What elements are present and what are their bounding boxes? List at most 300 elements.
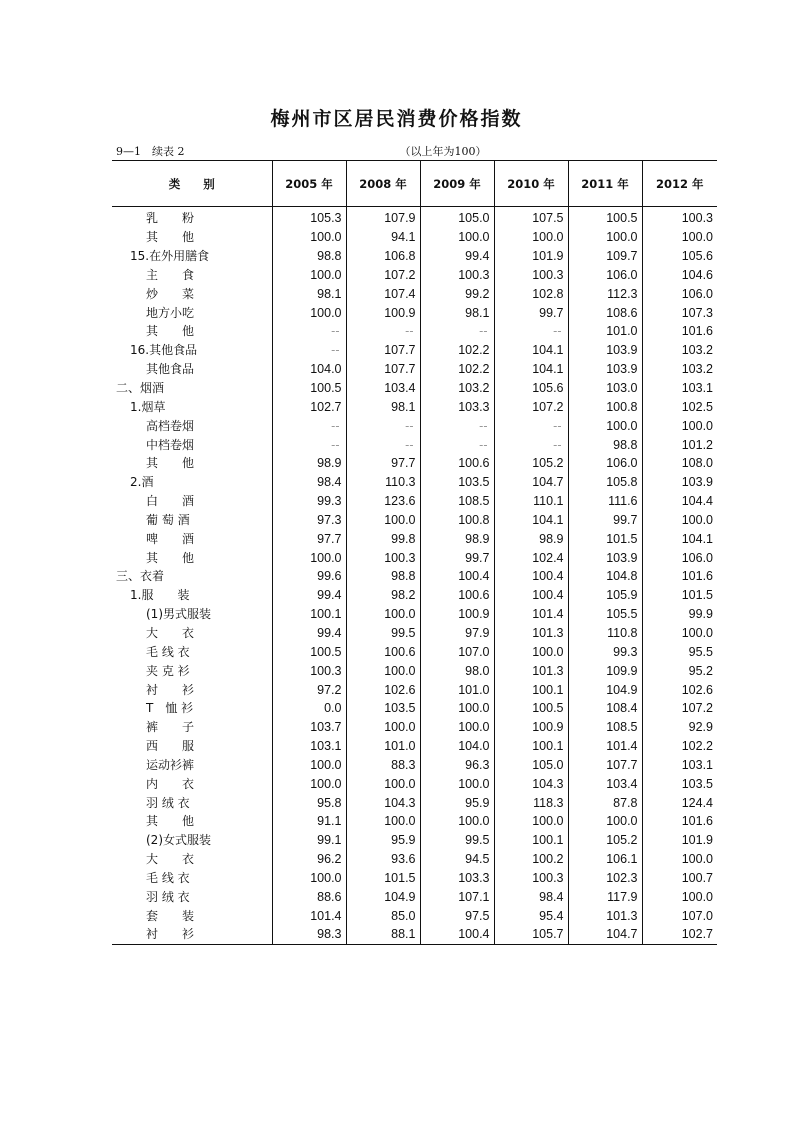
table-cell: 103.5 (420, 473, 494, 492)
table-cell: 93.6 (346, 850, 420, 869)
row-label: 裤 子 (146, 720, 195, 735)
table-cell: 101.5 (568, 529, 642, 548)
table-cell: 104.8 (568, 567, 642, 586)
row-label: 三、衣着 (116, 569, 165, 584)
table-cell: 101.6 (642, 567, 717, 586)
table-cell: 104.4 (642, 492, 717, 511)
table-cell: -- (420, 435, 494, 454)
table-cell: 105.0 (420, 207, 494, 228)
table-cell: 101.3 (494, 624, 568, 643)
row-label: 毛 线 衣 (146, 870, 190, 885)
table-cell: 103.3 (420, 869, 494, 888)
table-cell: 102.4 (494, 548, 568, 567)
table-cell: 124.4 (642, 793, 717, 812)
table-cell: 111.6 (568, 492, 642, 511)
table-body (112, 207, 717, 945)
table-cell: 102.2 (420, 360, 494, 379)
table-cell: 103.1 (642, 379, 717, 398)
table-row (112, 718, 717, 737)
row-label: 夹 克 衫 (146, 663, 190, 678)
table-cell: 100.0 (568, 812, 642, 831)
table-cell: 100.9 (420, 605, 494, 624)
table-cell: -- (420, 322, 494, 341)
table-cell: 99.7 (568, 511, 642, 530)
table-cell: 106.0 (568, 454, 642, 473)
table-cell: 103.2 (420, 379, 494, 398)
header-row (112, 161, 717, 207)
table-cell: 98.3 (272, 925, 346, 944)
table-cell: 100.0 (346, 774, 420, 793)
table-cell: -- (272, 322, 346, 341)
table-cell: 107.2 (642, 699, 717, 718)
table-cell: 101.4 (494, 605, 568, 624)
row-label: 主 食 (146, 267, 195, 282)
table-cell: 97.9 (420, 624, 494, 643)
table-row (112, 454, 717, 473)
table-cell: 100.8 (420, 511, 494, 530)
table-cell: 105.0 (494, 755, 568, 774)
table-cell: 103.7 (272, 718, 346, 737)
table-row (112, 586, 717, 605)
table-cell: 100.0 (346, 718, 420, 737)
table-cell: 100.0 (642, 228, 717, 247)
table-cell: 107.4 (346, 284, 420, 303)
table-cell: 98.1 (420, 303, 494, 322)
table-cell: 103.9 (568, 548, 642, 567)
table-cell: 101.3 (494, 661, 568, 680)
table-cell: 107.2 (346, 266, 420, 285)
table-cell: 94.1 (346, 228, 420, 247)
price-index-table (112, 160, 717, 945)
table-cell: 99.1 (272, 831, 346, 850)
table-cell: 100.0 (642, 624, 717, 643)
table-cell: 101.5 (642, 586, 717, 605)
row-label: 羽 绒 衣 (146, 889, 190, 904)
table-cell: 103.1 (272, 737, 346, 756)
table-cell: -- (272, 435, 346, 454)
table-cell: 102.5 (642, 397, 717, 416)
table-cell: 100.1 (494, 680, 568, 699)
table-row (112, 850, 717, 869)
table-row (112, 284, 717, 303)
table-cell: 100.3 (346, 548, 420, 567)
table-cell: 100.3 (642, 207, 717, 228)
table-cell: 99.3 (568, 642, 642, 661)
table-row (112, 793, 717, 812)
row-label: 15.在外用膳食 (130, 249, 210, 264)
row-label: T 恤 衫 (146, 701, 194, 716)
table-row (112, 812, 717, 831)
row-label: (1)男式服装 (146, 607, 211, 622)
table-cell: 95.5 (642, 642, 717, 661)
table-cell: 103.0 (568, 379, 642, 398)
row-label: 啤 酒 (146, 531, 195, 546)
table-cell: 104.1 (642, 529, 717, 548)
table-cell: 100.0 (420, 699, 494, 718)
row-label: 1.服 装 (130, 588, 190, 603)
row-label: 乳 粉 (146, 211, 195, 226)
table-cell: 98.8 (568, 435, 642, 454)
table-row (112, 247, 717, 266)
row-label: 其 他 (146, 550, 195, 565)
row-label: 衬 衫 (112, 925, 272, 944)
table-cell: 108.0 (642, 454, 717, 473)
table-cell: 98.0 (420, 661, 494, 680)
table-cell: 100.0 (642, 887, 717, 906)
table-cell: 100.0 (272, 755, 346, 774)
header-2009: 2009 年 (420, 161, 494, 207)
row-label: 炒 菜 (146, 286, 195, 301)
table-cell: 99.4 (272, 624, 346, 643)
table-cell: 95.2 (642, 661, 717, 680)
table-cell: 102.2 (642, 737, 717, 756)
row-label: 西 服 (146, 739, 195, 754)
row-label: 其他食品 (146, 362, 195, 377)
table-cell: 123.6 (346, 492, 420, 511)
table-cell: 100.5 (494, 699, 568, 718)
table-cell: 105.9 (568, 586, 642, 605)
table-cell: 100.0 (346, 511, 420, 530)
header-category: 类 别 (112, 161, 272, 207)
table-cell: 100.0 (272, 303, 346, 322)
table-row (112, 473, 717, 492)
row-label: 羽 绒 衣 (146, 795, 190, 810)
table-row (112, 925, 717, 944)
table-cell: 97.7 (272, 529, 346, 548)
row-label: 内 衣 (146, 776, 195, 791)
table-cell: 100.4 (420, 925, 494, 944)
table-cell: 95.9 (346, 831, 420, 850)
table-cell: 100.0 (272, 548, 346, 567)
table-row (112, 869, 717, 888)
header-2012: 2012 年 (642, 161, 717, 207)
table-cell: 112.3 (568, 284, 642, 303)
table-cell: 100.2 (494, 850, 568, 869)
table-cell: 100.6 (420, 586, 494, 605)
table-row (112, 397, 717, 416)
header-2005: 2005 年 (272, 161, 346, 207)
table-cell: 106.1 (568, 850, 642, 869)
table-cell: -- (346, 322, 420, 341)
table-cell: 0.0 (272, 699, 346, 718)
table-cell: 100.0 (420, 812, 494, 831)
table-cell: 98.4 (494, 887, 568, 906)
table-cell: 110.8 (568, 624, 642, 643)
table-cell: 100.9 (346, 303, 420, 322)
table-cell: 106.8 (346, 247, 420, 266)
table-cell: -- (420, 416, 494, 435)
table-cell: 100.7 (642, 869, 717, 888)
table-cell: 98.9 (420, 529, 494, 548)
table-row (112, 755, 717, 774)
table-cell: 98.1 (346, 397, 420, 416)
table-row (112, 529, 717, 548)
table-cell: 107.9 (346, 207, 420, 228)
table-row (112, 680, 717, 699)
table-cell: 104.7 (494, 473, 568, 492)
table-row (112, 624, 717, 643)
table-cell: 107.7 (346, 341, 420, 360)
table-row (112, 887, 717, 906)
table-cell: 103.5 (346, 699, 420, 718)
table-cell: 101.0 (346, 737, 420, 756)
table-cell: 101.6 (642, 322, 717, 341)
table-cell: -- (272, 416, 346, 435)
table-cell: 101.9 (642, 831, 717, 850)
table-cell: 98.8 (346, 567, 420, 586)
table-cell: 104.3 (494, 774, 568, 793)
table-cell: 118.3 (494, 793, 568, 812)
table-cell: 104.0 (272, 360, 346, 379)
table-cell: 100.0 (346, 661, 420, 680)
table-cell: 109.7 (568, 247, 642, 266)
table-row (112, 642, 717, 661)
table-row (112, 548, 717, 567)
table-cell: 100.9 (494, 718, 568, 737)
table-cell: 107.3 (642, 303, 717, 322)
table-cell: 100.4 (420, 567, 494, 586)
table-cell: 88.1 (346, 925, 420, 944)
table-cell: 108.4 (568, 699, 642, 718)
row-label: 葡 萄 酒 (146, 512, 190, 527)
table-cell: 95.9 (420, 793, 494, 812)
row-label: 大 衣 (146, 852, 195, 867)
table-cell: 85.0 (346, 906, 420, 925)
table-cell: 97.7 (346, 454, 420, 473)
table-cell: 91.1 (272, 812, 346, 831)
table-cell: 100.3 (272, 661, 346, 680)
base-note: （以上年为100） (399, 145, 487, 158)
table-cell: 103.2 (642, 341, 717, 360)
table-cell: 105.8 (568, 473, 642, 492)
table-cell: 97.2 (272, 680, 346, 699)
row-label: 大 衣 (146, 625, 195, 640)
table-cell: 99.9 (642, 605, 717, 624)
row-label: 其 他 (146, 456, 195, 471)
table-cell: 108.5 (420, 492, 494, 511)
table-row (112, 379, 717, 398)
table-cell: 98.2 (346, 586, 420, 605)
table-cell: 98.9 (494, 529, 568, 548)
table-cell: 100.1 (272, 605, 346, 624)
table-cell: 109.9 (568, 661, 642, 680)
table-cell: 100.5 (568, 207, 642, 228)
row-label: 白 酒 (146, 494, 195, 509)
table-cell: -- (494, 416, 568, 435)
table-cell: 99.2 (420, 284, 494, 303)
table-cell: 100.6 (346, 642, 420, 661)
row-label: 运动衫裤 (146, 757, 195, 772)
table-cell: 100.0 (494, 642, 568, 661)
table-cell: 101.2 (642, 435, 717, 454)
table-cell: 105.6 (642, 247, 717, 266)
table-cell: 100.5 (272, 642, 346, 661)
table-cell: 99.5 (346, 624, 420, 643)
table-cell: 102.7 (642, 925, 717, 944)
header-2008: 2008 年 (346, 161, 420, 207)
header-2010: 2010 年 (494, 161, 568, 207)
table-cell: 88.3 (346, 755, 420, 774)
table-row (112, 266, 717, 285)
row-label: 1.烟草 (130, 399, 166, 414)
table-cell: 107.2 (494, 397, 568, 416)
table-cell: 104.0 (420, 737, 494, 756)
table-cell: 107.0 (642, 906, 717, 925)
table-row (112, 511, 717, 530)
table-cell: 99.8 (346, 529, 420, 548)
table-cell: 98.1 (272, 284, 346, 303)
table-row (112, 303, 717, 322)
table-cell: 106.0 (642, 548, 717, 567)
table-cell: 95.8 (272, 793, 346, 812)
table-cell: 100.8 (568, 397, 642, 416)
table-cell: 103.5 (642, 774, 717, 793)
table-cell: 104.9 (568, 680, 642, 699)
page-title: 梅州市区居民消费价格指数 (270, 108, 523, 130)
table-cell: -- (346, 435, 420, 454)
row-label: 衬 衫 (146, 682, 195, 697)
table-cell: 104.1 (494, 360, 568, 379)
table-cell: 100.6 (420, 454, 494, 473)
table-cell: 105.6 (494, 379, 568, 398)
table-row (112, 831, 717, 850)
table-cell: 101.0 (568, 322, 642, 341)
table-cell: 107.5 (494, 207, 568, 228)
table-cell: 100.0 (272, 774, 346, 793)
table-cell: 107.7 (346, 360, 420, 379)
table-cell: 99.7 (420, 548, 494, 567)
table-cell: 107.1 (420, 887, 494, 906)
table-cell: 100.0 (272, 266, 346, 285)
table-cell: 104.6 (642, 266, 717, 285)
row-label: (2)女式服装 (146, 833, 211, 848)
table-cell: 105.7 (494, 925, 568, 944)
table-cell: 99.6 (272, 567, 346, 586)
table-cell: 110.1 (494, 492, 568, 511)
table-cell: 104.7 (568, 925, 642, 944)
table-row (112, 661, 717, 680)
table-cell: 100.0 (272, 869, 346, 888)
table-cell: 110.3 (346, 473, 420, 492)
table-cell: 99.5 (420, 831, 494, 850)
table-cell: 103.2 (642, 360, 717, 379)
table-cell: 87.8 (568, 793, 642, 812)
table-cell: 100.4 (494, 567, 568, 586)
table-cell: 99.4 (272, 586, 346, 605)
header-2011: 2011 年 (568, 161, 642, 207)
table-cell: 100.3 (420, 266, 494, 285)
table-row (112, 341, 717, 360)
table-row (112, 207, 717, 228)
table-cell: 105.2 (568, 831, 642, 850)
table-row (112, 605, 717, 624)
table-cell: 103.4 (346, 379, 420, 398)
table-cell: 103.9 (568, 341, 642, 360)
table-cell: 106.0 (568, 266, 642, 285)
table-cell: 100.0 (420, 718, 494, 737)
table-cell: 105.2 (494, 454, 568, 473)
table-cell: 101.6 (642, 812, 717, 831)
table-cell: 99.4 (420, 247, 494, 266)
table-cell: 100.0 (568, 416, 642, 435)
table-cell: 102.6 (346, 680, 420, 699)
table-cell: 101.4 (272, 906, 346, 925)
table-cell: 100.0 (642, 511, 717, 530)
table-cell: 106.0 (642, 284, 717, 303)
table-cell: 103.3 (420, 397, 494, 416)
table-cell: 96.3 (420, 755, 494, 774)
table-row (112, 416, 717, 435)
table-cell: 107.0 (420, 642, 494, 661)
table-cell: 100.5 (272, 379, 346, 398)
table-cell: 104.3 (346, 793, 420, 812)
table-cell: 105.3 (272, 207, 346, 228)
table-cell: 100.0 (420, 228, 494, 247)
table-cell: 98.9 (272, 454, 346, 473)
table-cell: 100.1 (494, 737, 568, 756)
table-row (112, 360, 717, 379)
table-cell: 100.0 (346, 812, 420, 831)
table-cell: 107.7 (568, 755, 642, 774)
table-cell: 105.5 (568, 605, 642, 624)
table-cell: 88.6 (272, 887, 346, 906)
table-cell: 102.3 (568, 869, 642, 888)
row-label: 16.其他食品 (130, 343, 198, 358)
table-cell: 98.8 (272, 247, 346, 266)
row-label: 套 装 (146, 908, 195, 923)
table-cell: 97.3 (272, 511, 346, 530)
table-row (112, 492, 717, 511)
table-cell: 101.4 (568, 737, 642, 756)
table-cell: 99.7 (494, 303, 568, 322)
table-cell: 103.1 (642, 755, 717, 774)
row-label: 地方小吃 (146, 305, 195, 320)
table-cell: 100.1 (494, 831, 568, 850)
row-label: 中档卷烟 (146, 437, 195, 452)
table-cell: 100.0 (346, 605, 420, 624)
table-cell: 98.4 (272, 473, 346, 492)
table-cell: 102.7 (272, 397, 346, 416)
table-row (112, 567, 717, 586)
table-cell: 100.0 (568, 228, 642, 247)
table-cell: 100.0 (494, 228, 568, 247)
table-cell: 104.1 (494, 341, 568, 360)
table-cell: 100.0 (272, 228, 346, 247)
table-cell: 97.5 (420, 906, 494, 925)
table-cell: 108.6 (568, 303, 642, 322)
row-label: 二、烟酒 (116, 381, 165, 396)
table-cell: 102.8 (494, 284, 568, 303)
table-cell: 103.9 (568, 360, 642, 379)
row-label: 2.酒 (130, 475, 154, 490)
table-cell: 95.4 (494, 906, 568, 925)
table-cell: 117.9 (568, 887, 642, 906)
table-cell: -- (272, 341, 346, 360)
table-cell: 101.0 (420, 680, 494, 699)
table-row (112, 322, 717, 341)
table-cell: 100.0 (642, 850, 717, 869)
table-cell: 100.0 (642, 416, 717, 435)
table-row (112, 699, 717, 718)
table-cell: 100.3 (494, 266, 568, 285)
table-cell: 100.4 (494, 586, 568, 605)
table-cell: 100.0 (420, 774, 494, 793)
table-cell: 92.9 (642, 718, 717, 737)
table-cell: -- (494, 322, 568, 341)
row-label: 其 他 (146, 230, 195, 245)
table-cell: 100.3 (494, 869, 568, 888)
table-cell: 104.9 (346, 887, 420, 906)
